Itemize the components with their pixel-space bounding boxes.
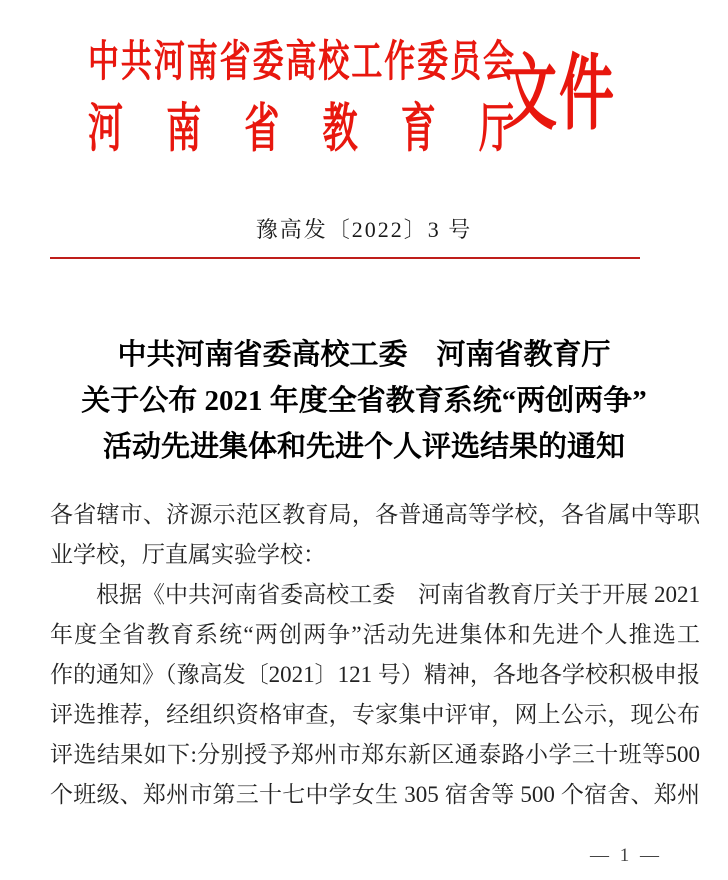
- page-number: — 1 —: [590, 845, 662, 866]
- body-text-line: 作的通知》（豫高发〔2021〕121 号）精神，各地各学校积极申报: [50, 662, 700, 687]
- document-title: [0, 332, 728, 470]
- title-line-3: 活动先进集体和先进个人评选结果的通知: [102, 431, 625, 463]
- document-reference-number: 豫高发〔2022〕3 号: [255, 217, 473, 242]
- body-text-line: 年度全省教育系统“两创两争”活动先进集体和先进个人推选工: [50, 622, 700, 647]
- document-body: [50, 495, 700, 815]
- issuer-name-secondary: 河南省教育厅: [88, 99, 514, 158]
- red-separator-line: [50, 257, 640, 259]
- doc-type-word: 文件: [502, 48, 617, 140]
- body-text-line: 评选结果如下:分别授予郑州市郑东新区通泰路小学三十班等500: [50, 742, 700, 767]
- title-line-1: 中共河南省委高校工委 河南省教育厅: [117, 339, 611, 371]
- body-text-line: 业学校，厅直属实验学校：: [50, 542, 326, 567]
- body-text-line: 评选推荐，经组织资格审查，专家集中评审，网上公示，现公布: [50, 702, 700, 727]
- issuer-name-primary: 中共河南省委高校工作委员会: [88, 36, 514, 86]
- body-text-line: 个班级、郑州市第三十七中学女生 305 宿舍等 500 个宿舍、郑州: [50, 782, 700, 807]
- title-line-2: 关于公布 2021 年度全省教育系统“两创两争”: [81, 385, 647, 417]
- body-text-line: 各省辖市、济源示范区教育局，各普通高等学校，各省属中等职: [50, 502, 700, 527]
- body-text-line: 根据《中共河南省委高校工委 河南省教育厅关于开展 2021: [50, 582, 700, 607]
